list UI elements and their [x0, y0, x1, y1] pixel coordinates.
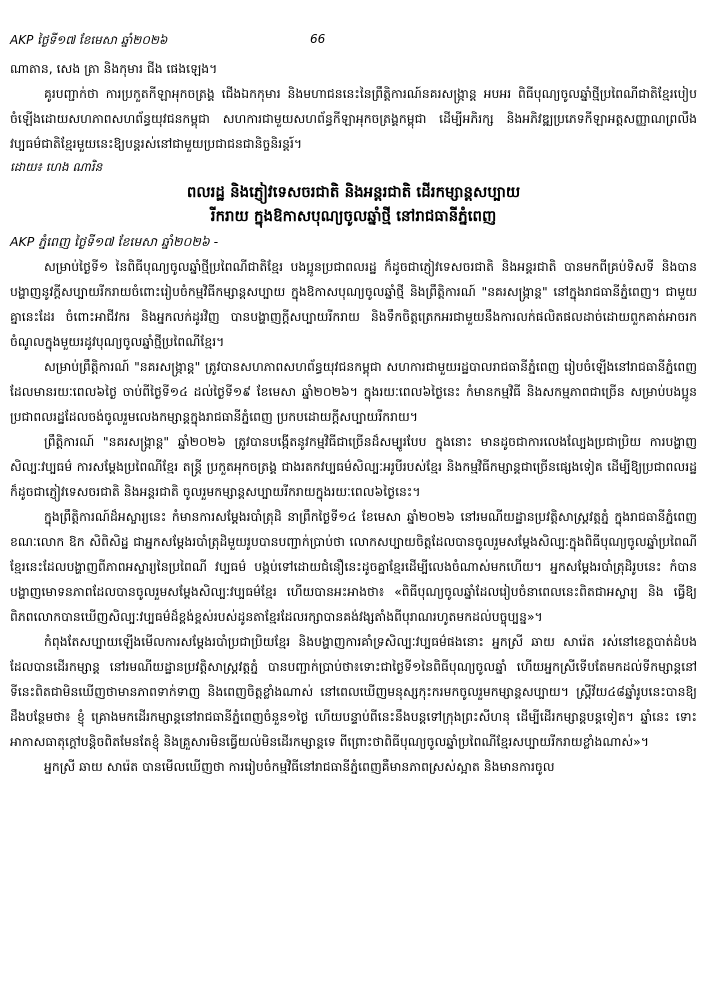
page-number: 66: [310, 32, 326, 46]
page-content: [10, 56, 697, 779]
article-paragraph-6: អ្នកស្រី ឆាយ សារ៉េត បានមើលឃើញថា ការរៀបចំកម្មវិធីនៅរាជធានីភ្នំពេញគឺមានភាពស្រស់ស្អាត និងមានការចូល: [44, 759, 555, 774]
article-paragraph-1: សម្រាប់ថ្ងៃទី១ នៃពិធីបុណ្យចូលឆ្នាំថ្មីប្រពៃណីជាតិខ្មែរ បងប្អូនប្រជាពលរដ្ឋ ក៏ដូចជាភ្ញៀវទេសចរជាតិ និងអន្តរជាតិ បានមកពីគ្រប់ទិសទី និងបានបង្ហាញនូវក្តីសប្បាយរីករាយចំពោះរៀបចំកម្មវិធីកម្សាន្តសប្បាយ ក្នុងឱកាសបុណ្យចូលឆ្នាំថ្មី និងព្រឹត្តិការណ៍ "នគរសង្ក្រាន្ត" នៅក្នុងរាជធានីភ្នំពេញ។ ជាមួយគ្នានេះដែរ ចំពោះអាជីវករ និងអ្នកលក់ដូរវិញ បានបង្ហាញក្តីសប្បាយរីករាយ និងទឹកចិត្តត្រេកអរជាមួយនឹងការលក់ផលិតផលដាច់ដោយពួកគាត់អាចរកចំណូលក្នុងមួយរដូវបុណ្យចូលឆ្នាំថ្មីប្រពៃណីខ្មែរ។: [10, 259, 697, 349]
article-title-line-2: រីករាយ ក្នុងឱកាសបុណ្យចូលឆ្នាំថ្មី នៅរាជធានីភ្នំពេញ: [210, 207, 497, 225]
article-paragraph-5: កំពុងតែសប្បាយឡើងមើលការសម្តែងរបាំប្រជាប្រិយខ្មែរ និងបង្ហាញការគាំទ្រសិល្បៈវប្បធម៌ផងនោះ អ្នកស្រី ឆាយ សារ៉េត រស់នៅខេត្តបាត់ដំបង ដែលបានដើរកម្សាន្ត នៅរមណីយដ្ឋានប្រវត្តិសាស្ត្រវត្តភ្នំ បានបញ្ជាក់ប្រាប់ថា៖ទោះជាថ្ងៃទី១នៃពិធីបុណ្យចូលឆ្នាំ ហើយអ្នកស្រីទើបតែមកដល់ទីកម្សាន្តនៅទីនេះពិតជាមិនឃើញថាមានភាពទាក់ទាញ និងពេញចិត្តខ្លាំងណាស់ នៅពេលឃើញមនុស្សកុះករមកចូលរួមកម្សាន្តសប្បាយ។ ស្ត្រីវ័យ៤៨ឆ្នាំរូបនេះបានឱ្យដឹងបន្ថែមថា៖ ខ្ញុំ គ្រោងមកដើរកម្សាន្តនៅរាជធានីភ្នំពេញចំនួន១ថ្ងៃ ហើយបន្ទាប់ពីនេះនឹងបន្តទៅក្រុងព្រះសីហនុ ដើម្បីដើរកម្សាន្តបន្តទៀត។ ឆ្នាំនេះ ទោះអាកាសធាតុក្តៅបន្តិចពិតមែនតែខ្ញុំ និងគ្រួសារមិនធ្វើយល់មិនដើរកម្សាន្តទេ ពីព្រោះថាពិធីបុណ្យចូលឆ្នាំប្រពៃណីខ្មែរសប្បាយរីករាយខ្លាំងណាស់»។: [10, 634, 697, 749]
article-paragraph-2: សម្រាប់ព្រឹត្តិការណ៍ "នគរសង្ក្រាន្ត" ត្រូវបានសហភាពសហព័ន្ធយុវជនកម្ពុជា សហការជាមួយរដ្ឋបាលរាជធានីភ្នំពេញ រៀបចំឡើងនៅរាជធានីភ្នំពេញ ដែលមានរយៈពេល៦ថ្ងៃ ចាប់ពីថ្ងៃទី១៤ ដល់ថ្ងៃទី១៩ ខែមេសា ឆ្នាំ២០២៦។ ក្នុងរយៈពេល៦ថ្ងៃនេះ កំមានកម្មវិធី និងសកម្មភាពជាច្រើន សម្រាប់បងប្អូនប្រជាពលរដ្ឋដែលចង់ចូលរួមលេងកម្សាន្តក្នុងរាជធានីភ្នំពេញ ប្រកបដោយក្តីសប្បាយរីករាយ។: [10, 359, 697, 424]
article-dateline: AKP ភ្នំពេញ ថ្ងៃទី១៧ ខែមេសា ឆ្នាំ២០២៦ -: [10, 234, 219, 249]
article-title-line-1: ពលរដ្ឋ និងភ្ញៀវទេសចរជាតិ និងអន្តរជាតិ ដើរកម្សាន្តសប្បាយ: [186, 183, 521, 201]
page-header: [10, 32, 697, 50]
article-title: [10, 180, 697, 228]
intro-paragraph: គូរបញ្ជាក់ថា ការប្រកួតកីឡាអុកចត្រង្គ ជើងឯកកុមារ និងមហាជននេះនៃព្រឹត្តិការណ៍នគរសង្ក្រាន្ត អបអរ ពិធីបុណ្យចូលឆ្នាំថ្មីប្រពៃណីជាតិខ្មែរបៀបចំឡើងដោយសហភាពសហព័ន្ធយុវជនកម្ពុជា សហការជាមួយសហព័ន្ធកីឡាអុកចត្រង្គកម្ពុជា ដើម្បីអភិរក្ស និងអភិវឌ្ឍប្រភេទកីឡាអត្តសញ្ញាណព្រលឹងវប្បធម៌ជាតិខ្មែរមួយនេះឱ្យបន្តរស់នៅជាមួយប្រជាជនជានិច្ចនិរន្តរ៍។: [10, 86, 697, 151]
continuation-line: ណាតាន, សេង ត្រា និងកុមារ ជីង ផេងឡេង។: [10, 61, 218, 76]
article-paragraph-4: ក្នុងព្រឹត្តិការណ៍ដ៏អស្ចារ្យនេះ កំមានការសម្តែងរបាំត្រុដិ នាព្រឹកថ្ងៃទី១៤ ខែមេសា ឆ្នាំ២០២៦ នៅរមណីយដ្ឋានប្រវត្តិសាស្ត្រវត្តភ្នំ ក្នុងរាជធានីភ្នំពេញ ខណៈលោក ឱក សិពិសិដ្ឋ ជាអ្នកសម្តែងរបាំត្រុដិមួយរូបបានបញ្ជាក់ប្រាប់ថា លោកសប្បាយចិត្តដែលបានចូលរួមសម្តែងសិល្បៈក្នុងពិធីបុណ្យចូលឆ្នាំប្រពៃណីខ្មែរនេះដែលបង្ហាញពីភាពអស្ចារ្យនៃប្រពៃណី វប្បធម៌ បង្កប់ទៅដោយជំនឿនេះដូចគ្នាខ្មែរដើម្បីលេងចំណាស់មកហើយ។ អ្នកសម្តែងរបាំត្រុដិរូបនេះ កំបានបង្ហាញមោទនភាពដែលបានចូលរួមសម្តែងសិល្បៈវប្បធម៌ខ្មែរ ហើយបានអះអាងថា៖ «ពិធីបុណ្យចូលឆ្នាំដែលរៀបចំនាពេលនេះពិតជាអស្ចារ្យ និង ធ្វើឱ្យពិភពលោកបានឃើញសិល្បៈវប្បធម៌ដ៏ខ្ពង់ខ្ពស់របស់ដូនតាខ្មែរដែលរក្សាបានគង់វង្សតាំងពីបុរាណរហូតមកដល់បច្ចុប្បន្ន»។: [10, 509, 697, 624]
article-paragraph-3: ព្រឹត្តិការណ៍ "នគរសង្ក្រាន្ត" ឆ្នាំ២០២៦ ត្រូវបានបង្កើតនូវកម្មវិធីជាច្រើនដ៏សម្បូរបែប ក្នុងនោះ មានដូចជាការលេងល្បែងប្រជាប្រិយ ការបង្ហាញសិល្បៈវប្បធម៌ ការសម្តែងប្រពៃណីខ្មែរ តន្ត្រី ប្រកួតអុកចត្រង្គ ជាងរតកវប្បធម៌សិល្បៈអរូបីរបស់ខ្មែរ និងកម្មវិធីកម្សាន្តជាច្រើនផ្សេងទៀត ដើម្បីឱ្យប្រជាពលរដ្ឋក៏ដូចជាភ្ញៀវទេសចរជាតិ និងអន្តរជាតិ ចូលរួមកម្សាន្តសប្បាយរីករាយក្នុងរយៈពេល៦ថ្ងៃនេះ។: [10, 434, 697, 499]
header-date: AKP ថ្ងៃទី១៧ ខែមេសា ឆ្នាំ២០២៦: [10, 33, 168, 47]
author-byline: ដោយ៖ ហេង ណារិន: [10, 160, 103, 174]
